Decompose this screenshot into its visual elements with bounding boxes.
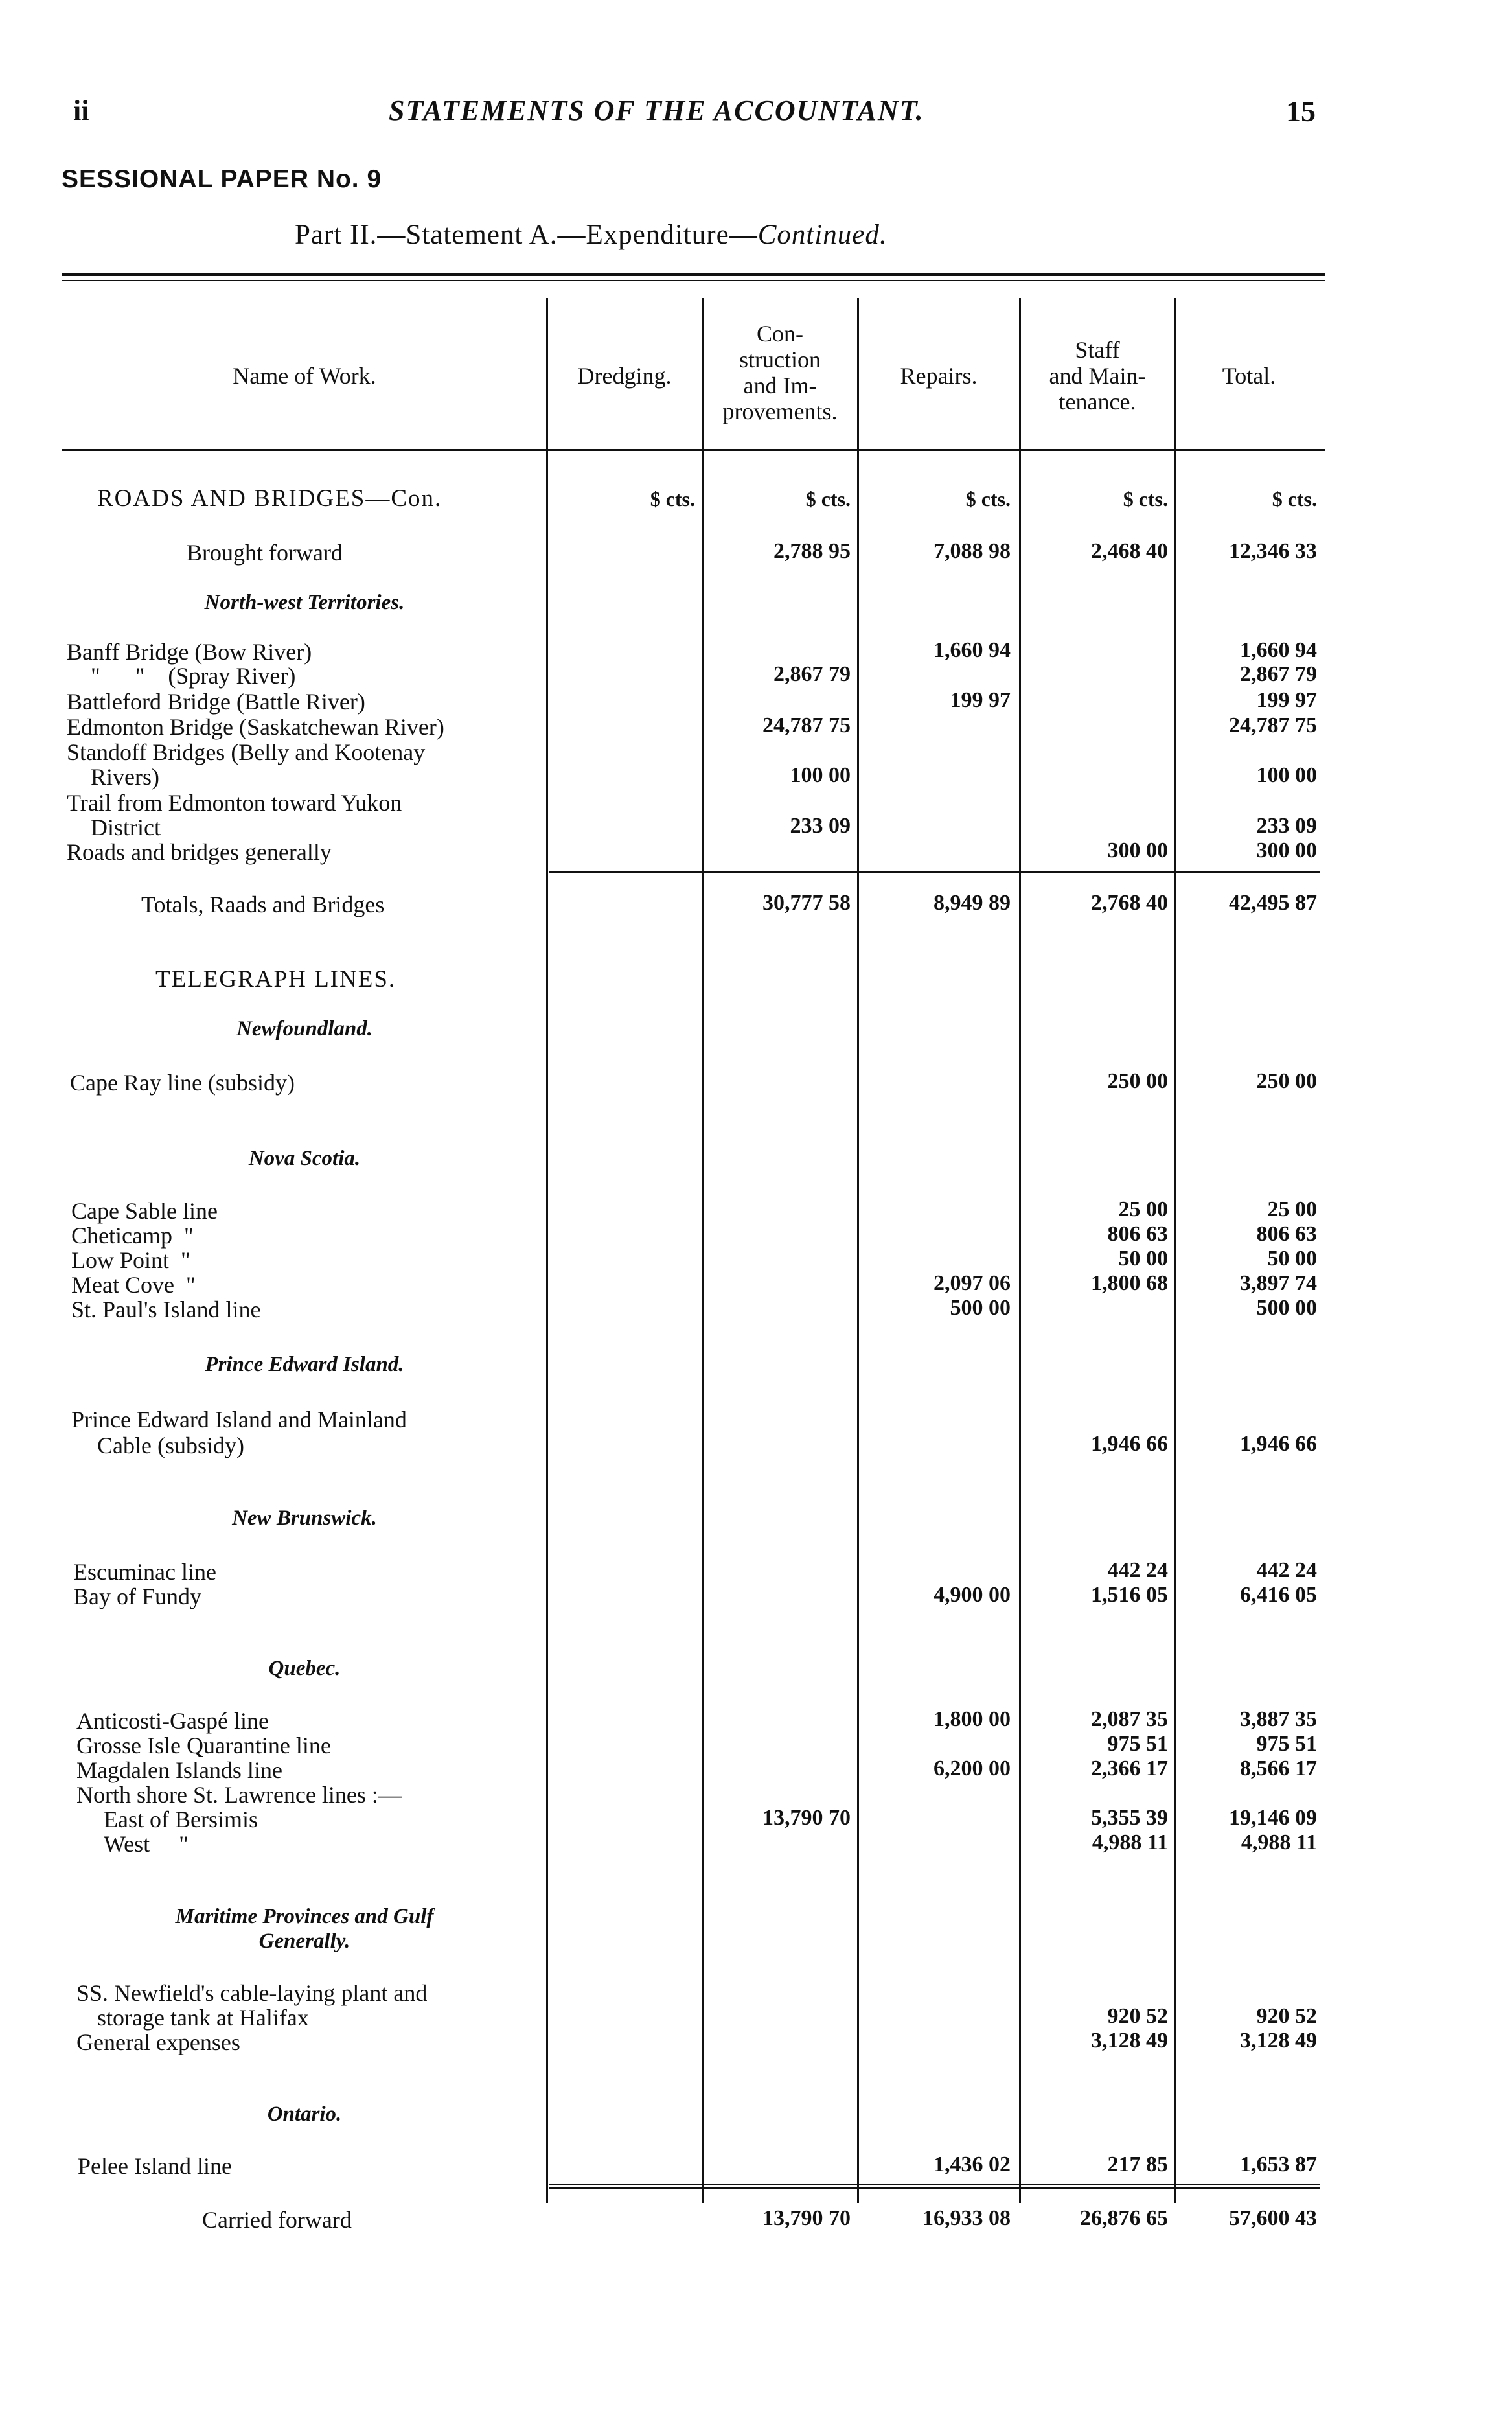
cell-staff: 1,800 68 (1091, 1271, 1168, 1295)
cell-total: 24,787 75 (1229, 713, 1317, 737)
cell-total: 199 97 (1256, 688, 1317, 712)
cell-construction: 100 00 (790, 763, 851, 787)
cell-total: 920 52 (1256, 2004, 1317, 2028)
cell-repairs: 4,900 00 (934, 1583, 1011, 1607)
row-label: Pelee Island line (78, 2153, 232, 2179)
cell-total: 19,146 09 (1229, 1806, 1317, 1830)
row-label: Bay of Fundy (73, 1584, 201, 1609)
col-head-total: Total. (1222, 363, 1276, 389)
cell-total: 500 00 (1256, 1296, 1317, 1320)
cell-total: 975 51 (1256, 1732, 1317, 1756)
row-label: West " (104, 1831, 189, 1857)
cell-total: 42,495 87 (1229, 891, 1317, 915)
row-label: District (91, 814, 161, 840)
row-label: Cable (subsidy) (97, 1433, 244, 1458)
cell-repairs: 8,949 89 (934, 891, 1011, 915)
cell-staff: 442 24 (1107, 1558, 1168, 1582)
row-label: Banff Bridge (Bow River) (67, 639, 312, 665)
col-rule-3 (857, 298, 859, 2203)
row-label: Totals, Raads and Bridges (141, 892, 385, 917)
subheading-pei: Prince Edward Island. (205, 1353, 404, 1376)
row-label: St. Paul's Island line (71, 1297, 261, 1322)
cell-staff: 25 00 (1118, 1197, 1168, 1221)
subheading-maritime: Maritime Provinces and Gulf (175, 1905, 434, 1928)
cell-staff: 2,366 17 (1091, 1757, 1168, 1781)
cell-staff: 4,988 11 (1092, 1830, 1168, 1854)
subheading-new-brunswick: New Brunswick. (232, 1506, 377, 1530)
cell-total: 50 00 (1267, 1247, 1317, 1271)
subheading-newfoundland: Newfoundland. (236, 1017, 372, 1041)
cell-total: 442 24 (1256, 1558, 1317, 1582)
cell-staff: 300 00 (1107, 838, 1168, 862)
col-rule-1 (546, 298, 548, 2203)
row-label: SS. Newfield's cable-laying plant and (76, 1980, 428, 2006)
cell-construction: 30,777 58 (762, 891, 851, 915)
cell-repairs: 1,800 00 (934, 1707, 1011, 1731)
row-label: Brought forward (187, 540, 343, 566)
top-double-rule-2 (62, 280, 1325, 281)
subheading-maritime-2: Generally. (258, 1930, 350, 1953)
subheading-quebec: Quebec. (268, 1657, 341, 1680)
cell-staff: 50 00 (1118, 1247, 1168, 1271)
cell-staff: 3,128 49 (1091, 2029, 1168, 2053)
cell-total: 2,867 79 (1240, 662, 1317, 686)
row-label: Prince Edward Island and Mainland (71, 1407, 407, 1433)
cell-total: 1,660 94 (1240, 638, 1317, 662)
cell-staff: 1,946 66 (1091, 1432, 1168, 1456)
row-label: Cape Ray line (subsidy) (70, 1070, 295, 1096)
row-label: East of Bersimis (104, 1806, 258, 1832)
cell-construction: 13,790 70 (762, 1806, 851, 1830)
cell-staff: 920 52 (1107, 2004, 1168, 2028)
cell-construction: 13,790 70 (762, 2206, 851, 2230)
cell-construction: 2,867 79 (773, 662, 851, 686)
top-double-rule-1 (62, 273, 1325, 276)
row-label: " " (Spray River) (91, 663, 296, 689)
row-label: Cape Sable line (71, 1198, 218, 1224)
cell-repairs: 2,097 06 (934, 1271, 1011, 1295)
cell-total: 4,988 11 (1241, 1830, 1317, 1854)
cell-repairs: 7,088 98 (934, 539, 1011, 563)
unit-staff: $ cts. (1123, 487, 1168, 511)
unit-total: $ cts. (1272, 487, 1317, 511)
subtotal-rule (549, 871, 1320, 873)
row-label: Standoff Bridges (Belly and Kootenay (67, 739, 426, 765)
cell-staff: 2,087 35 (1091, 1707, 1168, 1731)
row-label: Low Point " (71, 1247, 190, 1273)
running-title: STATEMENTS OF THE ACCOUNTANT. (389, 95, 924, 126)
col-head-construction: Con- struction and Im- provements. (722, 321, 838, 424)
section-telegraph-lines: TELEGRAPH LINES. (155, 966, 396, 993)
col-rule-2 (702, 298, 704, 2203)
cell-total: 3,897 74 (1240, 1271, 1317, 1295)
unit-construction: $ cts. (805, 487, 851, 511)
col-head-name: Name of Work. (233, 363, 376, 389)
col-head-dredging: Dredging. (577, 363, 672, 389)
row-label: Anticosti-Gaspé line (76, 1708, 269, 1734)
unit-repairs: $ cts. (965, 487, 1011, 511)
cell-repairs: 199 97 (950, 688, 1011, 712)
cell-staff: 2,468 40 (1091, 539, 1168, 563)
row-label: Carried forward (202, 2207, 352, 2233)
row-label: Trail from Edmonton toward Yukon (67, 790, 402, 816)
subheading-nova-scotia: Nova Scotia. (248, 1147, 361, 1170)
page-numeral-left: ii (73, 95, 89, 126)
cell-total: 3,887 35 (1240, 1707, 1317, 1731)
cell-construction: 233 09 (790, 814, 851, 838)
col-rule-5 (1174, 298, 1176, 2203)
cell-staff: 5,355 39 (1091, 1806, 1168, 1830)
row-label: Rivers) (91, 764, 159, 790)
col-rule-4 (1019, 298, 1021, 2203)
row-label: Escuminac line (73, 1559, 216, 1585)
unit-dredging: $ cts. (650, 487, 695, 511)
cell-construction: 24,787 75 (762, 713, 851, 737)
row-label: Cheticamp " (71, 1223, 194, 1249)
row-label: Edmonton Bridge (Saskatchewan River) (67, 714, 444, 740)
col-head-staff: Staff and Main- tenance. (1049, 337, 1146, 415)
cell-total: 250 00 (1256, 1069, 1317, 1093)
row-label: Meat Cove " (71, 1272, 196, 1298)
subheading-nwt: North-west Territories. (204, 591, 405, 614)
row-label: Battleford Bridge (Battle River) (67, 689, 365, 715)
cell-total: 3,128 49 (1240, 2029, 1317, 2053)
cell-construction: 2,788 95 (773, 539, 851, 563)
cell-total: 1,653 87 (1240, 2152, 1317, 2176)
cell-staff: 975 51 (1107, 1732, 1168, 1756)
cell-repairs: 1,660 94 (934, 638, 1011, 662)
cell-staff: 1,516 05 (1091, 1583, 1168, 1607)
cell-repairs: 1,436 02 (934, 2152, 1011, 2176)
carried-forward-rule-2 (549, 2187, 1320, 2189)
header-bottom-rule (62, 449, 1325, 451)
cell-repairs: 6,200 00 (934, 1757, 1011, 1781)
cell-total: 12,346 33 (1229, 539, 1317, 563)
part-title-continued: Continued. (757, 220, 888, 250)
cell-staff: 2,768 40 (1091, 891, 1168, 915)
cell-staff: 26,876 65 (1080, 2206, 1168, 2230)
part-title (295, 219, 888, 251)
cell-staff: 217 85 (1107, 2152, 1168, 2176)
cell-total: 1,946 66 (1240, 1432, 1317, 1456)
cell-total: 6,416 05 (1240, 1583, 1317, 1607)
cell-total: 25 00 (1267, 1197, 1317, 1221)
cell-total: 233 09 (1256, 814, 1317, 838)
page-number: 15 (1286, 95, 1316, 128)
cell-total: 8,566 17 (1240, 1757, 1317, 1781)
sessional-paper-label: SESSIONAL PAPER No. 9 (62, 165, 382, 193)
subheading-ontario: Ontario. (267, 2103, 342, 2126)
row-label: storage tank at Halifax (97, 2005, 309, 2031)
cell-repairs: 500 00 (950, 1296, 1011, 1320)
carried-forward-rule-1 (549, 2184, 1320, 2185)
cell-total: 100 00 (1256, 763, 1317, 787)
cell-staff: 806 63 (1107, 1222, 1168, 1246)
section-roads-bridges: ROADS AND BRIDGES—Con. (97, 485, 442, 512)
cell-total: 57,600 43 (1229, 2206, 1317, 2230)
row-label: Grosse Isle Quarantine line (76, 1733, 331, 1758)
row-label: Magdalen Islands line (76, 1757, 282, 1783)
row-label: General expenses (76, 2029, 240, 2055)
col-head-repairs: Repairs. (900, 363, 978, 389)
cell-total: 300 00 (1256, 838, 1317, 862)
cell-staff: 250 00 (1107, 1069, 1168, 1093)
row-label: North shore St. Lawrence lines :— (76, 1782, 402, 1808)
row-label: Roads and bridges generally (67, 839, 332, 865)
part-title-main: Part II.—Statement A.—Expenditure— (295, 220, 758, 250)
cell-repairs: 16,933 08 (922, 2206, 1011, 2230)
cell-total: 806 63 (1256, 1222, 1317, 1246)
